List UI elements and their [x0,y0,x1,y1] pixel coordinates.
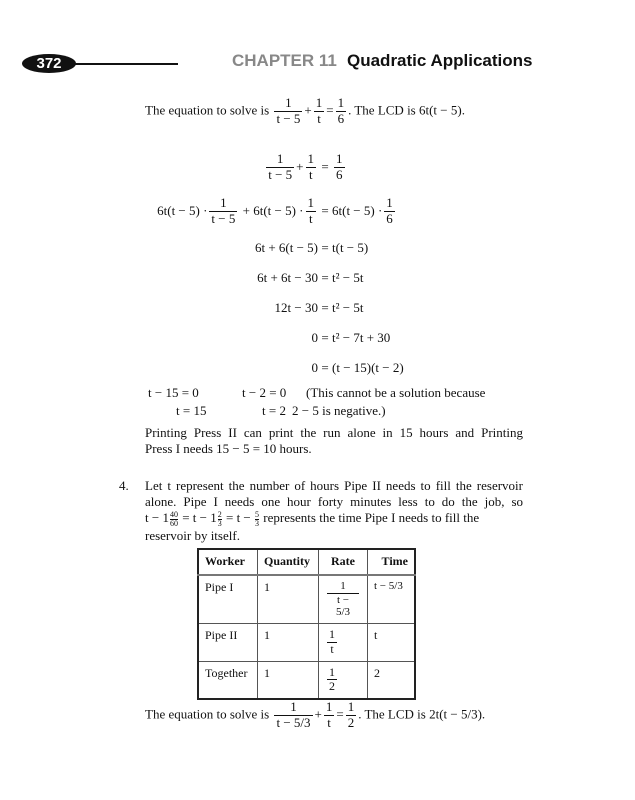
chapter-title: Quadratic Applications [347,51,533,70]
eq2-right: 6t(t − 5) · $\frac{1}{6}$ [332,194,393,226]
step-left: 0 [311,330,318,345]
problem-4-text: Let t represent the number of hours Pipe II needs to fill the reservoir alone. Pipe I needs one hour forty minutes less to do the job, so t − 1 $\frac{40}{60}$ = t − 1 $\frac{2}{3}$ = t − $\frac{5}{3}$ represents the time Pipe I needs to fill the reservoir by itself. [145,478,523,543]
intro-equation: The equation to solve is $\frac{1}{t - 5}$ + $\frac{1}{t}$ = $\frac{1}{6}$ . The LCD is 6t(t − 5). [145,95,465,126]
page-number-badge: 372 [22,54,76,73]
fraction: $\frac{1}{6}$ [337,95,345,126]
step-right: t(t − 5) [332,240,369,255]
step-right: t² − 7t + 30 [332,330,391,345]
fraction: $\frac{1}{t}$ [315,95,323,126]
problem-number: 4. [119,478,129,493]
solution-1b: t = 15 [176,403,207,418]
step-left: 12t − 30 [274,300,318,315]
derivation: $\frac{1}{t - 5}$ + $\frac{1}{t}$ = $\frac{1}{6}$ 6t(t − 5) · $\frac{1}{t - 5}$ + 6t(t − 5) · $\frac{1}{t}$ = 6t(t − 5) · $\frac{1}{6}$ 6t + 6(t − 5) = t(t − 5) 6t + 6t − 30 = t² − 5t 12t − 30 = t² − 5t 0 = t² − 7t + 30 0 = (t − 15)(t − 2) [130,145,530,383]
solution-note-1: (This cannot be a solution because [306,385,486,400]
col-header: Rate [319,549,368,575]
solution-2a: t − 2 = 0 [242,385,287,400]
eq2-left: 6t(t − 5) · $\frac{1}{t - 5}$ + 6t(t − 5) · $\frac{1}{t}$ [157,194,314,226]
fraction: $\frac{1}{t - 5}$ [276,95,301,126]
table-row: Together 1 $\frac{1}{2}$ 2 [198,661,415,699]
step-right: t² − 5t [332,300,364,315]
final-equation: The equation to solve is $\frac{1}{t - 5/3}$ + $\frac{1}{t}$ = $\frac{1}{2}$ . The LCD is 2t(t − 5/3). [145,699,486,730]
problem-4-line3: t − 1 $\frac{40}{60}$ = t − 1 $\frac{2}{3}$ = t − $\frac{5}{3}$ represents the time Pipe I needs to fill the [145,509,480,528]
header-rule [70,63,178,65]
work-rate-table [197,548,416,700]
intro-text: The equation to solve is [145,102,270,118]
eq1-right: $\frac{1}{6}$ [336,150,343,182]
table-row: Pipe II 1 $\frac{1}{t}$ t [198,623,415,661]
step-left: 6t + 6(t − 5) [254,240,318,255]
conclusion-paragraph: Printing Press II can print the run alone in 15 hours and Printing Press I needs 15 − 5 = 10 hours. [145,425,523,456]
eq1-left: $\frac{1}{t - 5}$ + $\frac{1}{t}$ [268,150,314,182]
solution-1a: t − 15 = 0 [148,385,199,400]
step-left: 0 [311,360,318,375]
solution-note-2: 2 − 5 is negative.) [292,403,386,418]
table-row: Pipe I 1 $\frac{1}{t - 5/3}$ t − 5/3 [198,575,415,623]
step-right: (t − 15)(t − 2) [332,360,404,375]
solution-2b: t = 2 [262,403,286,418]
step-right: t² − 5t [332,270,364,285]
step-left: 6t + 6t − 30 [257,270,318,285]
col-header: Worker [198,549,258,575]
col-header: Time [368,549,416,575]
chapter-label: CHAPTER 11 [232,51,337,70]
col-header: Quantity [258,549,319,575]
